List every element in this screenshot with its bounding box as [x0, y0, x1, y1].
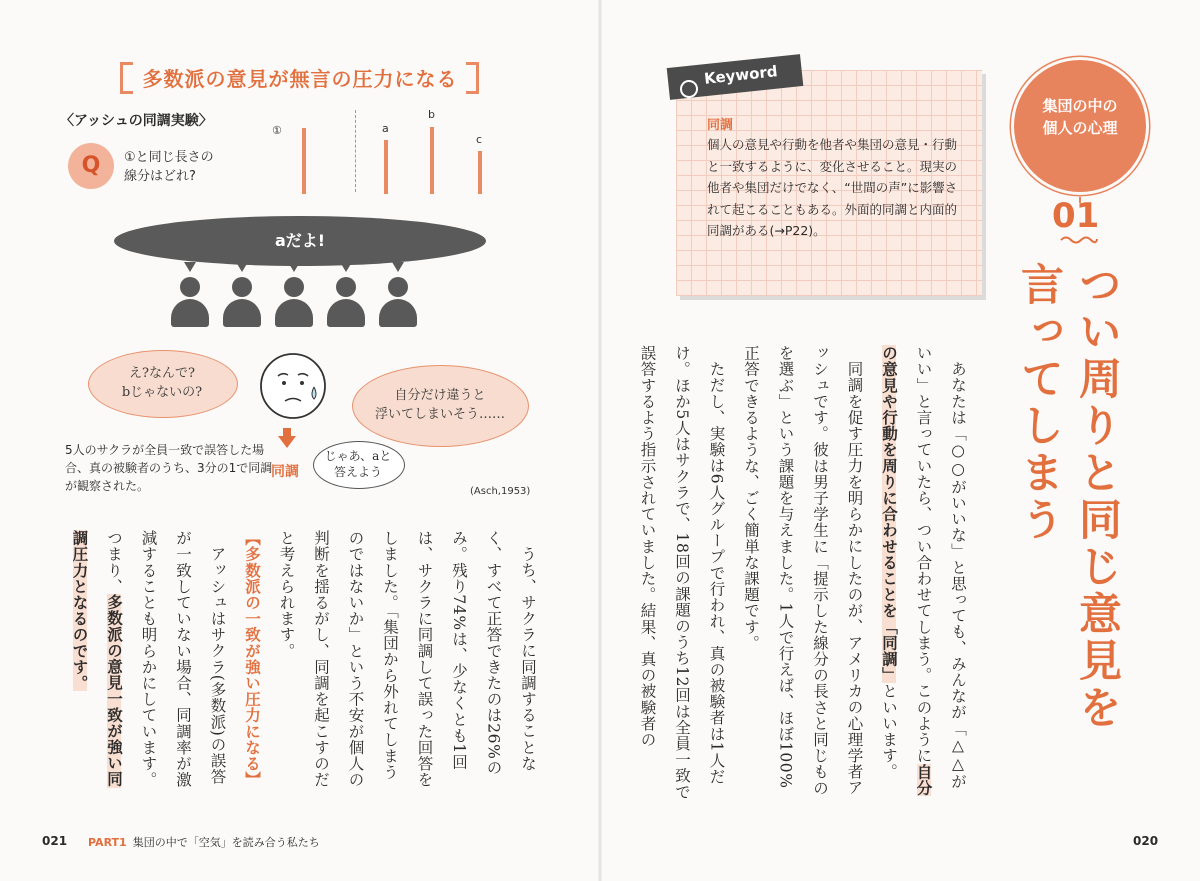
speech-tail [340, 262, 352, 272]
reference-line [302, 128, 306, 194]
group-speech-bubble: aだよ! [114, 216, 486, 266]
question-text [124, 148, 254, 186]
answer-bubble-line-1: じゃあ、aと [324, 449, 392, 463]
left-paragraph-2-text: アッシュはサクラ(多数派)の誤答が一致していない場合、同調率が激減することも明らかにしています。つまり、 [105, 530, 227, 788]
speech-tail [184, 262, 196, 272]
right-body-text [638, 345, 975, 800]
part-label: PART1 [88, 836, 127, 849]
left-paragraph-1: うち、サクラに同調することなく、すべて正答できたのは26%のみ。残り74%は、少なくとも1回は、サクラに同調して誤った回答をしました。「集団から外れてしまうのではないか」という不安が個人の判断を揺るがし、同調を起こすのだと考えられます。 [277, 530, 537, 788]
section-category-line-1: 集団の中の [1042, 97, 1118, 115]
citation: (Asch,1953) [470, 486, 531, 497]
section-title-line-1: つい周りと同じ意見を [1072, 262, 1122, 732]
section-title [1010, 262, 1126, 732]
right-paragraph-2: 同調を促す圧力を明らかにしたのが、アメリカの心理学者アッシュです。彼は男子学生に「提示した線分の長さと同じものを選ぶ」という課題を与えました。1人で行えば、ほぼ100%正答できるような、ごく簡単な課題です。 [742, 345, 864, 796]
thought-right-line-2: 浮いてしまいそう…… [374, 407, 505, 422]
question-line-2: 線分はどれ? [124, 169, 196, 184]
person-icon [221, 277, 263, 329]
figure-title: 多数派の意見が無言の圧力になる [142, 67, 458, 91]
question-badge: Q [68, 143, 114, 189]
speech-tail [288, 262, 300, 272]
experiment-title: 〈アッシュの同調実験〉 [60, 113, 213, 129]
title-bracket-right [466, 62, 479, 94]
line-c-label: c [476, 133, 483, 146]
right-paragraph-3: ただし、実験は6人グループで行われ、真の被験者は1人だけ。ほか5人はサクラで、18回の課題のうち12回は全員一致で誤答するよう指示されていました。結果、真の被験者の [638, 345, 726, 800]
thought-left-line-1: え?なんで? [129, 366, 195, 381]
section-category-text [1014, 95, 1146, 139]
figure-caption: 5人のサクラが全員一致で誤答した場合、真の被験者のうち、3分の1で同調が観察された。 [65, 443, 273, 493]
line-b [430, 127, 434, 194]
section-title-line-2: 言ってしまう [1014, 262, 1064, 544]
right-paragraph-1-text-b: といいます。 [880, 683, 898, 780]
chapter-title: 集団の中で「空気」を読み合う私たち [132, 836, 320, 849]
thought-right-text [360, 386, 520, 424]
right-paragraph-1 [872, 345, 976, 800]
keyword-term: 同調 [707, 118, 734, 133]
question-line-1: ①と同じ長さの [124, 150, 214, 165]
line-a-label: a [382, 122, 389, 135]
left-subheading: 【多数派の一致が強い圧力になる】 [243, 530, 261, 788]
thought-left-line-2: bじゃないの? [121, 385, 203, 400]
conformity-label: 同調 [271, 464, 299, 480]
answer-bubble-text [318, 448, 398, 480]
left-paragraph-2 [62, 530, 235, 795]
reference-line-label: ① [272, 124, 282, 137]
line-a [384, 140, 388, 194]
left-body-text [55, 530, 545, 795]
line-separator [355, 110, 356, 192]
speech-tail [392, 262, 404, 272]
person-icon [169, 277, 211, 329]
section-number: 01 [1052, 196, 1100, 236]
thought-right-line-1: 自分だけ違うと [394, 388, 486, 403]
right-page-number: 020 [1133, 834, 1159, 848]
person-icon [377, 277, 419, 329]
speech-tail [236, 262, 248, 272]
line-b-label: b [428, 108, 435, 121]
thought-left-text [95, 364, 229, 402]
section-category-line-2: 個人の心理 [1042, 119, 1118, 137]
line-c [478, 151, 482, 194]
right-paragraph-1-text-a: あなたは「○○がいいな」と思っても、みんなが「△△がいい」と言っていたら、つい合わせてしまう。このように [914, 345, 967, 790]
left-paragraph-2-emphasis: 多数派の意見一致が強い同調圧力となるのです。 [70, 530, 123, 788]
wave-ornament-icon [1060, 234, 1098, 244]
person-icon [273, 277, 315, 329]
person-icon [325, 277, 367, 329]
running-footer [88, 834, 320, 850]
keyword-tag-label: Keyword [703, 62, 779, 88]
worried-face-icon [258, 351, 328, 421]
answer-bubble-line-2: 答えよう [333, 465, 382, 479]
page-gutter [598, 0, 602, 881]
left-page-number: 021 [42, 834, 68, 848]
title-bracket-left [120, 62, 133, 94]
right-paragraph-1-emphasis: 自分の意見や行動を周りに合わせることを「同調」 [880, 345, 933, 796]
keyword-description: 個人の意見や行動を他者や集団の意見・行動と一致するように、変化させること。現実の他者や集団だけでなく、“世間の声”に影響されて起こることもある。外面的同調と内面的同調がある(→P22)。 [707, 137, 958, 238]
down-arrow-icon [278, 436, 296, 448]
